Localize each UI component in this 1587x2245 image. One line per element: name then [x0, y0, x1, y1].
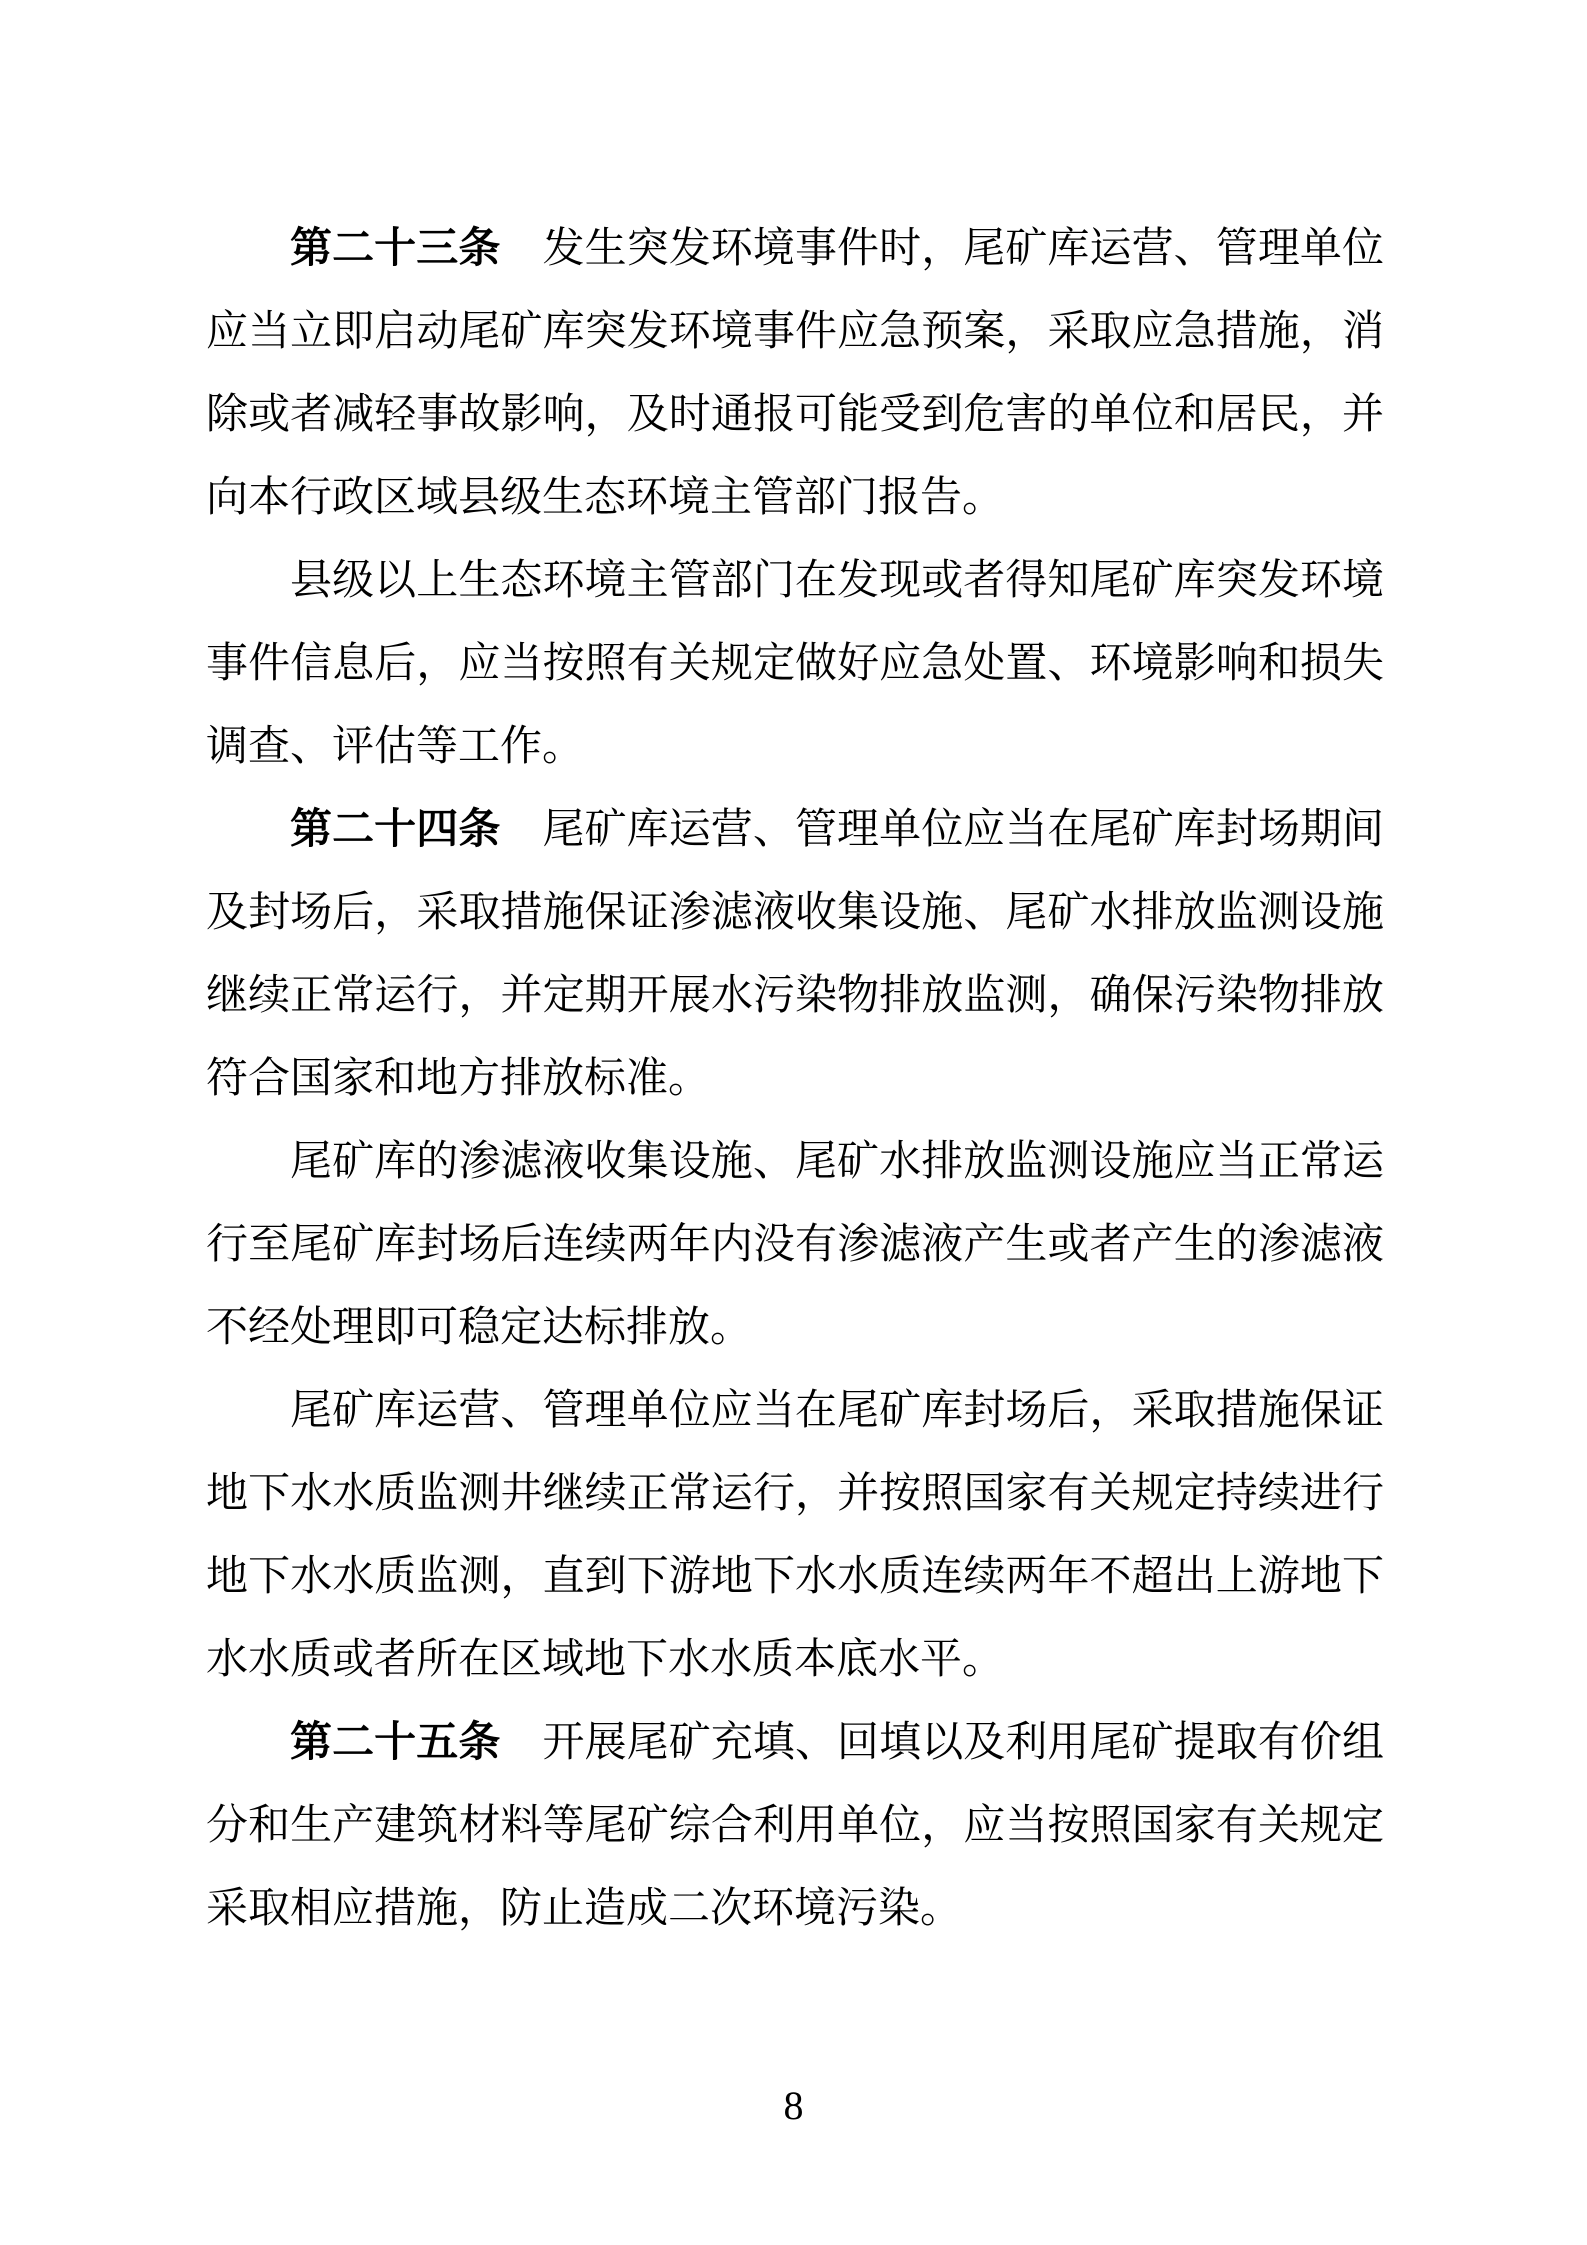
paragraph-text: 开展尾矿充填、回填以及利用尾矿提取有价组分和生产建筑材料等尾矿综合利用单位，应当按照国家有关规定采取相应措施，防止造成二次环境污染。 [206, 1720, 1384, 1932]
article-24-heading: 第二十四条 [290, 807, 501, 853]
paragraph [206, 1121, 1384, 1370]
paragraph-text: 尾矿库运营、管理单位应当在尾矿库封场期间及封场后，采取措施保证渗滤液收集设施、尾矿水排放监测设施继续正常运行，并定期开展水污染物排放监测，确保污染物排放符合国家和地方排放标准。 [206, 807, 1384, 1102]
document-body [206, 208, 1384, 1951]
paragraph-text: 尾矿库运营、管理单位应当在尾矿库封场后，采取措施保证地下水水质监测井继续正常运行，并按照国家有关规定持续进行地下水水质监测，直到下游地下水水质连续两年不超出上游地下水水质或者所在区域地下水水质本底水平。 [206, 1388, 1384, 1683]
paragraph [206, 540, 1384, 789]
paragraph-article-23 [206, 208, 1384, 540]
page-footer [0, 2082, 1587, 2130]
paragraph-text: 发生突发环境事件时，尾矿库运营、管理单位应当立即启动尾矿库突发环境事件应急预案，采取应急措施，消除或者减轻事故影响，及时通报可能受到危害的单位和居民，并向本行政区域县级生态环境主管部门报告。 [206, 226, 1384, 521]
article-25-heading: 第二十五条 [290, 1720, 501, 1766]
paragraph-article-24 [206, 789, 1384, 1121]
page-number: 8 [783, 2083, 804, 2128]
paragraph [206, 1370, 1384, 1702]
article-23-heading: 第二十三条 [290, 226, 501, 272]
paragraph-text: 县级以上生态环境主管部门在发现或者得知尾矿库突发环境事件信息后，应当按照有关规定做好应急处置、环境影响和损失调查、评估等工作。 [206, 558, 1384, 770]
paragraph-article-25 [206, 1702, 1384, 1951]
paragraph-text: 尾矿库的渗滤液收集设施、尾矿水排放监测设施应当正常运行至尾矿库封场后连续两年内没有渗滤液产生或者产生的渗滤液不经处理即可稳定达标排放。 [206, 1139, 1384, 1351]
